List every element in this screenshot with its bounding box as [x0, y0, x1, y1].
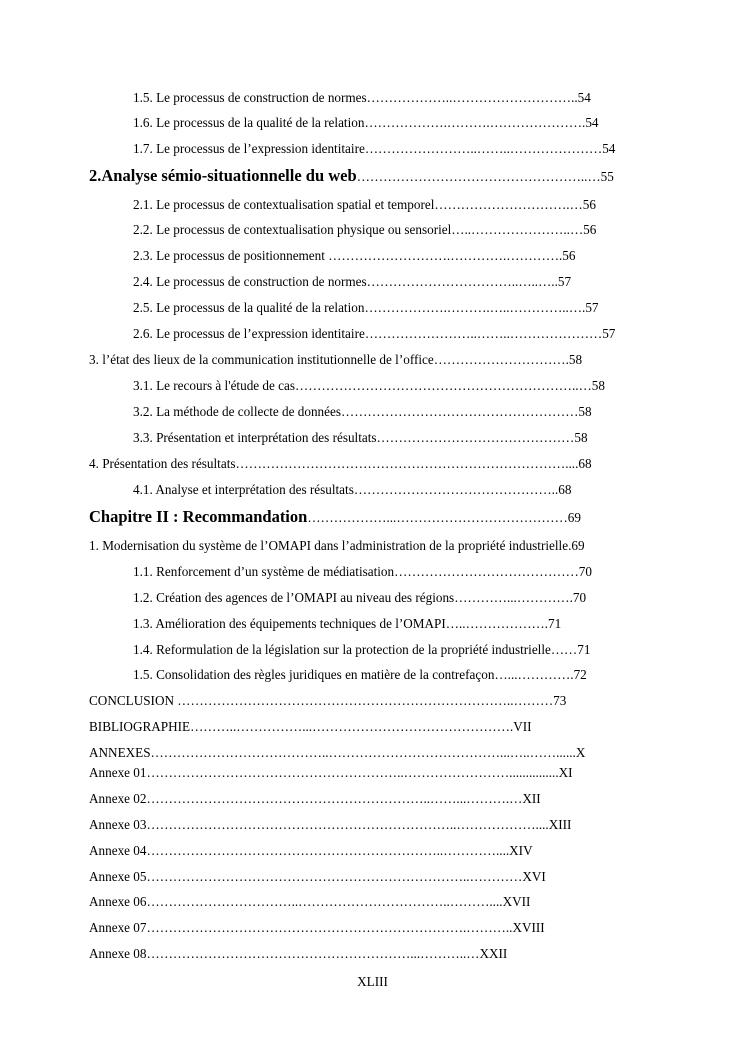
toc-chapter-heading: [89, 507, 655, 528]
toc-entry-title: 2.1. Le processus de contextualisation spatial et temporel: [133, 197, 435, 212]
toc-entry-title: 1.7. Le processus de l’expression identitaire: [133, 141, 365, 156]
toc-entry-title: Chapitre II : Recommandation: [89, 507, 308, 526]
toc-entry-leader: …...………….: [494, 667, 574, 682]
toc-entry: [89, 843, 655, 859]
toc-entry-page: 70: [578, 564, 592, 579]
toc-entry-title: Annexe 08: [89, 946, 147, 961]
toc-entry: [89, 745, 655, 761]
toc-entry-page: XIII: [548, 817, 572, 832]
toc-entry-leader: …..…………………..…: [451, 222, 584, 237]
toc-entry-title: Annexe 01: [89, 765, 147, 780]
toc-entry-title: 4. Présentation des résultats: [89, 456, 236, 471]
toc-entry-title: 1.4. Reformulation de la législation sur la protection de la propriété industrielle: [133, 642, 551, 657]
toc-entry: [133, 115, 655, 131]
toc-entry: [89, 538, 655, 554]
toc-entry-page: XVII: [502, 894, 531, 909]
toc-entry-leader: …………………………………………………………………....: [235, 456, 579, 471]
toc-entry-page: 55: [600, 169, 614, 184]
toc-entry: [133, 590, 655, 606]
toc-entry-leader: ……………………………………………………………….………..: [146, 920, 513, 935]
toc-entry-page: 72: [573, 667, 587, 682]
toc-entry-title: 1.5. Le processus de construction de normes: [133, 90, 367, 105]
toc-entry-leader: ……………………………………………………………..………………....: [146, 817, 549, 832]
toc-entry: [89, 352, 655, 368]
toc-entry: [133, 430, 655, 446]
toc-entry: [89, 456, 655, 472]
toc-entry-title: Annexe 06: [89, 894, 147, 909]
toc-entry-page: 58: [578, 404, 592, 419]
toc-entry-title: 1.6. Le processus de la qualité de la relation: [133, 115, 365, 130]
toc-entry-page: XXII: [479, 946, 508, 961]
toc-entry: [133, 616, 655, 632]
toc-entry-leader: …………………………………..…………………………………...…..……......: [150, 745, 576, 760]
toc-entry-leader: ……: [550, 642, 578, 657]
toc-entry-title: Annexe 05: [89, 869, 147, 884]
toc-entry-page: 70: [572, 590, 587, 605]
toc-entry-page: XVI: [522, 869, 546, 884]
toc-entry-leader: ………………………………………………: [341, 404, 579, 419]
toc-section-heading: [89, 166, 655, 187]
toc-entry: [89, 765, 655, 781]
toc-entry-leader: ………………………….: [433, 352, 569, 367]
toc-entry-page: VII: [513, 719, 532, 734]
toc-entry-leader: …………………………………………………………………..………: [177, 693, 554, 708]
toc-entry-leader: ………………...…………………………………: [307, 510, 568, 525]
toc-entry-leader: ………..……………...……………………………………….: [190, 719, 514, 734]
toc-entry-title: Annexe 02: [89, 791, 147, 806]
toc-entry-leader: ………………………………………..: [353, 482, 559, 497]
toc-entry-page: 71: [547, 616, 562, 631]
toc-entry-title: 2.4. Le processus de construction de normes: [133, 274, 367, 289]
toc-entry-page: 73: [553, 693, 567, 708]
toc-entry-leader: ……………………………………: [394, 564, 579, 579]
toc-entry-title: 1.3. Amélioration des équipements techniques de l’OMAPI: [133, 616, 446, 631]
toc-entry-page: 68: [578, 456, 592, 471]
toc-entry-page: XII: [522, 791, 541, 806]
toc-entry: [133, 564, 655, 580]
toc-entry-leader: ……………………………..…..…..: [366, 274, 558, 289]
toc-entry-title: CONCLUSION: [89, 693, 178, 708]
toc-entry-title: 2.2. Le processus de contextualisation physique ou sensoriel: [133, 222, 452, 237]
toc-entry: [133, 222, 655, 238]
toc-entry-title: 3.2. La méthode de collecte de données: [133, 404, 341, 419]
toc-entry: [89, 869, 655, 885]
toc-entry-page: 54: [577, 90, 591, 105]
toc-entry-page: 58: [591, 378, 605, 393]
toc-entry: [89, 817, 655, 833]
toc-entry: [133, 300, 655, 316]
toc-entry: [89, 946, 655, 962]
toc-entry-leader: ……………………..……..…………………: [364, 141, 603, 156]
toc-entry-leader: ………………………………………………………..…: [295, 378, 592, 393]
toc-entry-page: 56: [562, 248, 576, 263]
toc-entry-leader: ……………………….………….………….: [328, 248, 563, 263]
toc-entry-page: 68: [558, 482, 572, 497]
toc-entry-leader: …………...………….: [454, 590, 573, 605]
toc-entry-title: 2.6. Le processus de l’expression identitaire: [133, 326, 365, 341]
toc-entry-title: 1.1. Renforcement d’un système de médiatisation: [133, 564, 395, 579]
toc-entry-page: 57: [557, 274, 572, 289]
toc-entry-leader: ……………………..……..…………………: [364, 326, 603, 341]
toc-entry-page: XVIII: [512, 920, 545, 935]
toc-entry-page: X: [575, 745, 586, 760]
toc-entry-page: 54: [585, 115, 599, 130]
toc-entry-title: BIBLIOGRAPHIE: [89, 719, 191, 734]
toc-entry-leader: ………………………………………………………………..…………: [146, 869, 523, 884]
toc-entry-leader: ………………………………………………………..……...……….…: [146, 791, 523, 806]
toc-entry: [133, 248, 655, 264]
toc-entry-leader: ………………..………………………..: [366, 90, 578, 105]
toc-entry: [89, 920, 655, 936]
toc-entry: [133, 141, 655, 157]
toc-entry-title: 1.5. Consolidation des règles juridiques en matière de la contrefaçon: [133, 667, 495, 682]
toc-entry-page: 56: [583, 222, 597, 237]
page-number: XLIII: [357, 974, 388, 989]
toc-entry-leader: ………………………….…: [434, 197, 583, 212]
toc-entry-page: 57: [585, 300, 599, 315]
toc-entry-title: 3. l’état des lieux de la communication institutionnelle de l’office: [89, 352, 434, 367]
toc-entry-title: ANNEXES: [89, 745, 151, 760]
toc-entry-leader: …………………………………………………………..…………....: [146, 843, 510, 858]
toc-entry-page: 58: [574, 430, 588, 445]
toc-entry-title: Annexe 03: [89, 817, 147, 832]
toc-entry: [89, 791, 655, 807]
toc-entry-leader: ……………………………………………………...………..…: [146, 946, 480, 961]
toc-entry-leader: ……………………………..……………………………..………....: [146, 894, 503, 909]
toc-entry: [133, 642, 655, 658]
toc-entry: [133, 404, 655, 420]
toc-entry: [89, 894, 655, 910]
toc-entry-leader: ……………….……….………………….: [364, 115, 586, 130]
toc-entry-title: 3.1. Le recours à l'étude de cas: [133, 378, 296, 393]
toc-entry-page: 69: [571, 538, 585, 553]
toc-entry: [133, 667, 655, 683]
toc-entry-page: 69: [567, 510, 581, 525]
toc-entry: [89, 719, 655, 735]
toc-entry-title: 2.Analyse sémio-situationnelle du web: [89, 166, 357, 185]
toc-entry: [133, 197, 655, 213]
toc-entry-title: Annexe 07: [89, 920, 147, 935]
toc-entry-leader: …………………………………………………..……………………...............: [146, 765, 559, 780]
toc-entry-title: 2.5. Le processus de la qualité de la relation: [133, 300, 365, 315]
toc-entry-page: 57: [602, 326, 616, 341]
toc-entry: [89, 693, 655, 709]
toc-entry-leader: .: [568, 538, 572, 553]
toc-entry-title: 3.3. Présentation et interprétation des résultats: [133, 430, 377, 445]
toc-entry-leader: ……………….……….…..…………..….: [364, 300, 586, 315]
toc-entry: [133, 482, 655, 498]
toc-entry-leader: …..……………….: [445, 616, 548, 631]
toc-entry-leader: ………………………………………: [376, 430, 575, 445]
toc-entry: [133, 378, 655, 394]
toc-entry-title: 1. Modernisation du système de l’OMAPI dans l’administration de la propriété industrielle: [89, 538, 569, 553]
toc-entry: [133, 274, 655, 290]
toc-entry-title: 1.2. Création des agences de l’OMAPI au niveau des régions: [133, 590, 455, 605]
toc-entry-page: 54: [602, 141, 616, 156]
toc-entry-title: 4.1. Analyse et interprétation des résultats: [133, 482, 354, 497]
toc-entry: [133, 326, 655, 342]
toc-entry-page: 56: [582, 197, 596, 212]
toc-entry-title: 2.3. Le processus de positionnement: [133, 248, 329, 263]
toc-entry: [133, 90, 655, 106]
toc-entry-leader: ……………………………………………..…: [356, 169, 601, 184]
toc-entry-page: 58: [568, 352, 583, 367]
toc-entry-page: 71: [577, 642, 591, 657]
toc-entry-page: XIV: [509, 843, 533, 858]
toc-entry-page: XI: [558, 765, 573, 780]
toc-entry-title: Annexe 04: [89, 843, 147, 858]
